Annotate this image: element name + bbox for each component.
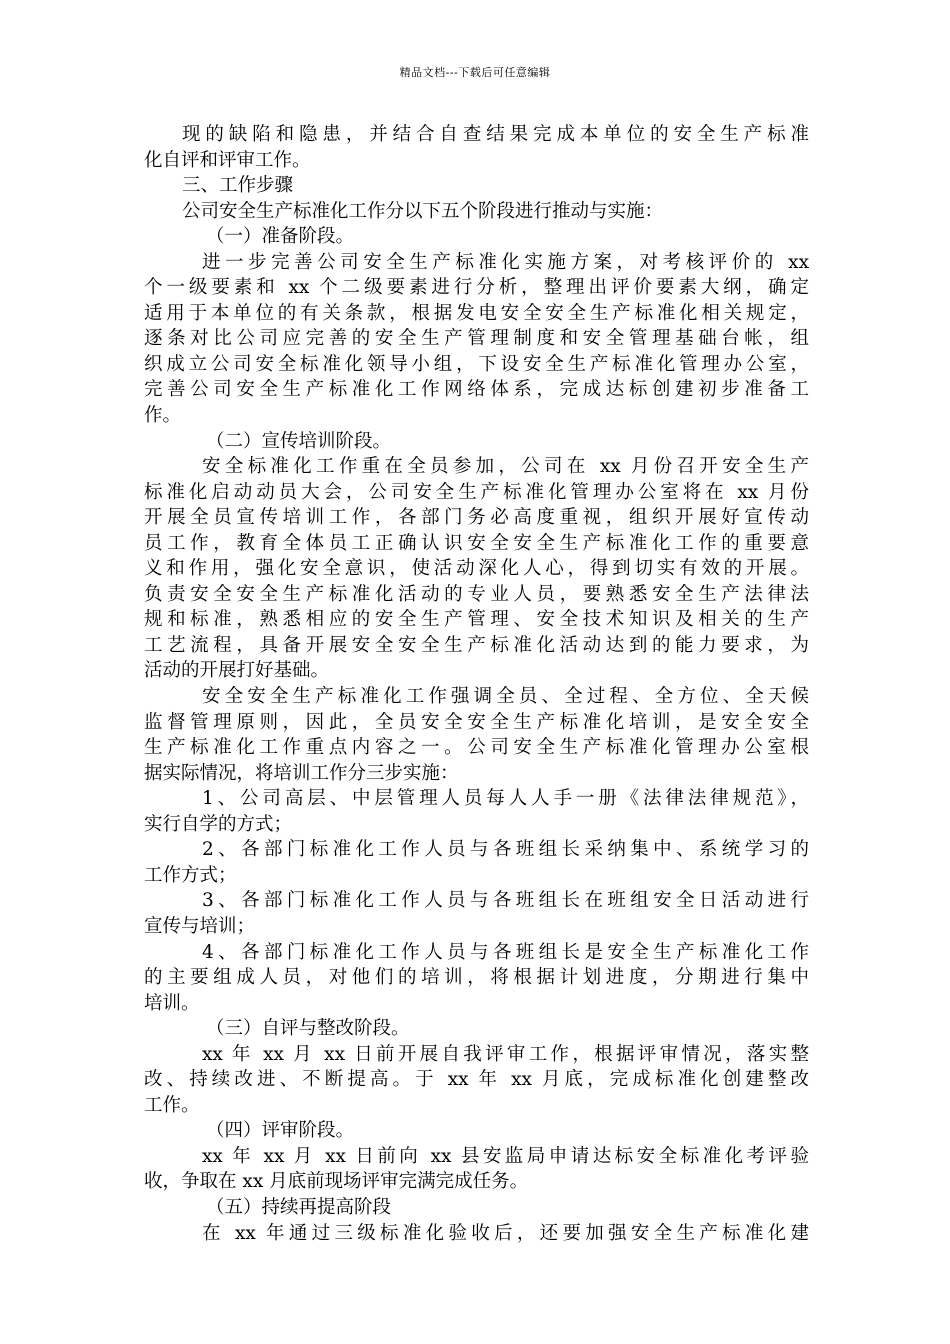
text-line: 4、各部门标准化工作人员与各班组长是安全生产标准化工作	[202, 941, 809, 963]
text-line: 1、公司高层、中层管理人员每人人手一册《法律法律规范》，	[202, 788, 809, 810]
text-line: xx 年 xx 月 xx 日前向 xx 县安监局申请达标安全标准化考评验	[202, 1145, 809, 1167]
text-line: 收，争取在 xx 月底前现场评审完满完成任务。	[144, 1171, 529, 1193]
text-line: 适用于本单位的有关条款，根据发电安全安全生产标准化相关规定，	[144, 302, 809, 324]
text-line: 个一级要素和 xx 个二级要素进行分析，整理出评价要素大纲，确定	[144, 277, 809, 299]
text-line: （四）评审阶段。	[206, 1120, 355, 1142]
text-line: 工作。	[144, 1094, 200, 1116]
text-line: 安全安全生产标准化工作强调全员、全过程、全方位、全天候	[202, 686, 809, 708]
text-line: 开展全员宣传培训工作，各部门务必高度重视，组织开展好宣传动	[144, 507, 809, 529]
text-line: 公司安全生产标准化工作分以下五个阶段进行推动与实施：	[182, 200, 664, 222]
text-line: 义和作用，强化安全意识，使活动深化人心，得到切实有效的开展。	[144, 558, 809, 580]
text-line: 工作方式；	[144, 864, 237, 886]
text-line: 安全标准化工作重在全员参加，公司在 xx 月份召开安全生产	[202, 456, 809, 478]
text-line: 活动的开展打好基础。	[144, 660, 330, 682]
text-line: 完善公司安全生产标准化工作网络体系，完成达标创建初步准备工	[144, 379, 809, 401]
text-line: （二）宣传培训阶段。	[206, 430, 392, 452]
text-line: （一）准备阶段。	[206, 226, 355, 248]
text-line: 作。	[144, 405, 182, 427]
text-line: 在 xx 年通过三级标准化验收后，还要加强安全生产标准化建	[202, 1222, 809, 1244]
text-line: 负责安全安全生产标准化活动的专业人员，要熟悉安全生产法律法	[144, 583, 809, 605]
text-line: 工艺流程，具备开展安全安全生产标准化活动达到的能力要求，为	[144, 634, 809, 656]
text-line: 现的缺陷和隐患，并结合自查结果完成本单位的安全生产标准	[182, 124, 809, 145]
text-line: （五）持续再提高阶段	[206, 1196, 392, 1218]
document-body	[144, 122, 809, 1246]
text-line: 3、各部门标准化工作人员与各班组长在班组安全日活动进行	[202, 890, 809, 912]
text-line: 改、持续改进、不断提高。于 xx 年 xx 月底，完成标准化创建整改	[144, 1069, 809, 1091]
text-line: 逐条对比公司应完善的安全生产管理制度和安全管理基础台帐，组	[144, 328, 809, 350]
text-line: 据实际情况，将培训工作分三步实施：	[144, 762, 459, 784]
text-line: 生产标准化工作重点内容之一。公司安全生产标准化管理办公室根	[144, 737, 809, 759]
page-header: 精品文档---下载后可任意编辑	[399, 66, 551, 79]
text-line: 员工作，教育全体员工正确认识安全安全生产标准化工作的重要意	[144, 532, 809, 554]
text-line: 进一步完善公司安全生产标准化实施方案，对考核评价的 xx	[202, 251, 809, 273]
text-line: 监督管理原则，因此，全员安全安全生产标准化培训，是安全安全	[144, 711, 809, 733]
text-line: 织成立公司安全标准化领导小组，下设安全生产标准化管理办公室，	[144, 353, 809, 375]
text-line: 规和标准，熟悉相应的安全生产管理、安全技术知识及相关的生产	[144, 609, 809, 631]
text-line: 2、各部门标准化工作人员与各班组长采纳集中、系统学习的	[202, 839, 809, 861]
text-line: 化自评和评审工作。	[144, 149, 311, 171]
text-line: 实行自学的方式；	[144, 813, 293, 835]
text-line: 三、工作步骤	[182, 175, 294, 197]
text-line: 培训。	[144, 992, 200, 1014]
text-line: xx 年 xx 月 xx 日前开展自我评审工作，根据评审情况，落实整	[202, 1043, 809, 1065]
text-line: 标准化启动动员大会，公司安全生产标准化管理办公室将在 xx 月份	[144, 481, 809, 503]
text-line: 的主要组成人员，对他们的培训，将根据计划进度，分期进行集中	[144, 967, 809, 989]
text-line: （三）自评与整改阶段。	[206, 1018, 410, 1040]
text-line: 宣传与培训；	[144, 915, 256, 937]
